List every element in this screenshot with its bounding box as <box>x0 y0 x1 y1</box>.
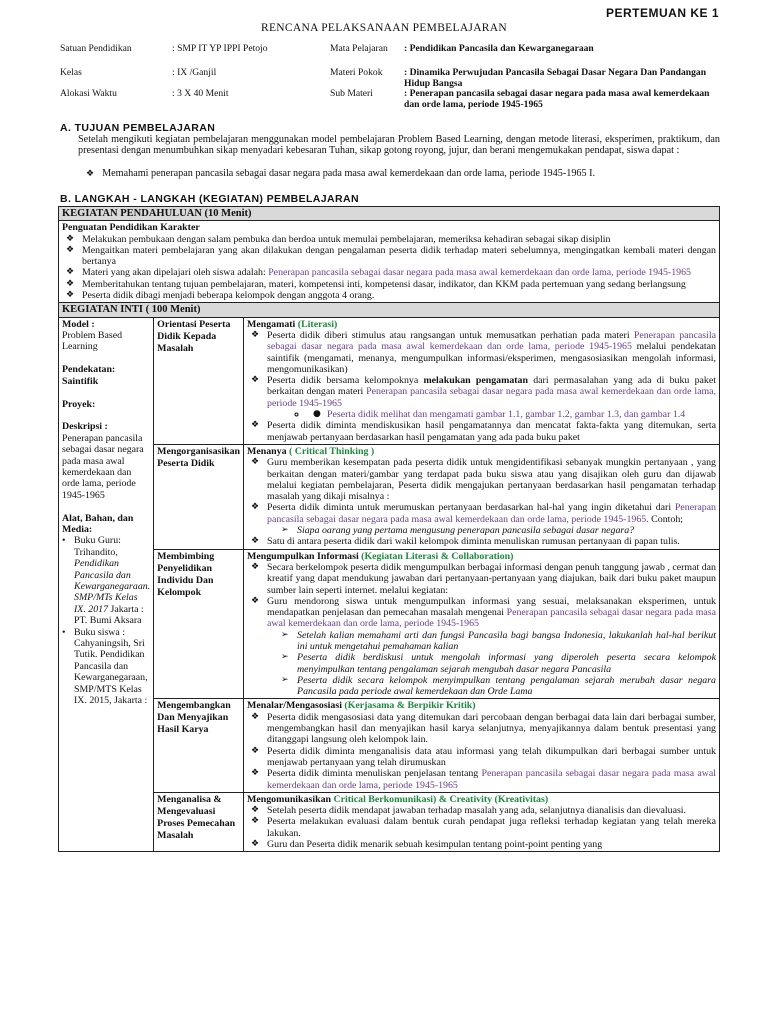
stage-activities <box>244 317 720 444</box>
pendekatan-label: Pendekatan: Saintifik <box>62 364 116 387</box>
activity-title: Menanya <box>247 445 287 457</box>
pendahuluan-sub: Penguatan Pendidikan Karakter <box>62 222 200 234</box>
list-item: ❖ Materi yang akan dipelajari oleh siswa adalah: Penerapan pancasila sebagai dasar negara pada masa awal kemerdekaan dan orde lama, periode 1945-1965 <box>66 267 691 279</box>
diamond-bullet-icon: ❖ <box>251 329 260 340</box>
section-b-heading: B. LANGKAH - LANGKAH (KEGIATAN) PEMBELAJARAN <box>60 193 359 205</box>
meeting-label: PERTEMUAN KE 1 <box>606 6 720 20</box>
list-item: ❖ Guru mendorong siswa untuk mengumpulkan informasi yang sesuai, melaksanakan eksperimen, untuk mendapatkan penjelasan dan pemecahan masalah mengenai Penerapan pancasila sebagai dasar negara pada masa awal kemerdekaan dan orde lama, periode 1945-1965 ➢ Setelah kalian memahami arti dan fungsi Pancasila bagi bangsa Indonesia, lakukanlah hal-hal berikut ini untuk mengetahui pemahaman kalian ➢ Peserta didik berdiskusi untuk mengolah informasi yang diperoleh peserta secara kelompok menyimpulkan tentang pengalaman sejarah mengubah dasar negara Pancasila ➢ Peserta didik secara kelompok menyimpulkan tentang pengalaman sejarah merubah dasar negara Pancasila pada periode awal kemerdekaan dan Orde Lama <box>251 595 716 698</box>
stage-activities <box>244 444 720 549</box>
mapel-value: : Pendidikan Pancasila dan Kewarganegaraan <box>404 43 594 54</box>
list-item: • Buku siswa : Cahyaningsih, Sri Tutik. Pendidikan Pancasila dan Kewarganegaraan, SMP/MTS Kelas IX. 2015, Jakarta : <box>62 626 148 707</box>
mapel-label: Mata Pelajaran <box>330 43 388 54</box>
pendahuluan-band: KEGIATAN PENDAHULUAN (10 Menit) <box>59 207 720 221</box>
diamond-bullet-icon: ❖ <box>66 290 75 301</box>
stage-name: Mengembangkan Dan Menyajikan Hasil Karya <box>154 699 244 792</box>
deskripsi-label: Deskripsi : <box>62 421 108 433</box>
arrow-bullet-icon: ➢ <box>281 629 289 640</box>
model-info-cell <box>59 317 154 852</box>
diamond-bullet-icon: ❖ <box>86 169 95 179</box>
buku-siswa: Buku siswa : Cahyaningsih, Sri Tutik. Pendidikan Pancasila dan Kewarganegaraan, SMP/MTS Kelas IX. 2015, Jakarta : <box>74 626 148 707</box>
alokasi-value: : 3 X 40 Menit <box>172 88 229 99</box>
stage-activities <box>244 549 720 699</box>
arrow-bullet-icon: ➢ <box>281 652 289 663</box>
diamond-bullet-icon: ❖ <box>251 536 260 547</box>
stage-name: Menganalisa & Mengevaluasi Proses Pemecahan Masalah <box>154 792 244 851</box>
kelas-value: : IX /Ganjil <box>172 67 217 78</box>
section-a-heading: A. TUJUAN PEMBELAJARAN <box>60 122 216 134</box>
satuan-label: Satuan Pendidikan <box>60 43 132 54</box>
inti-band: KEGIATAN INTI ( 100 Menit) <box>59 303 720 317</box>
diamond-bullet-icon: ❖ <box>251 839 260 850</box>
list-item: ❖ Melakukan pembukaan dengan salam pembuka dan berdoa untuk memulai pembelajaran, memeriksa kehadiran sebagai sikap disiplin <box>66 233 611 245</box>
arrow-bullet-icon: ➢ <box>281 674 289 685</box>
list-item: ❖ Peserta didik diberi stimulus atau rangsangan untuk memusatkan perhatian pada materi Penerapan pancasila sebagai dasar negara pada masa awal kemerdekaan dan orde lama, periode 1945-1965 melalui pendekatan saintifik (mengamati, menanya, mengumpulkan informasi/eksperimen, mengasosiasikan mengolah informasi, mengomunikasikan) <box>251 329 716 375</box>
materi-value: : Dinamika Perwujudan Pancasila Sebagai Dasar Negara Dan Pandangan Hidup Bangsa <box>404 67 707 89</box>
activity-tag: Critical Berkomunikasi) & Creativity (Kreativitas) <box>333 793 549 805</box>
buku-guru-title: Pendidikan Pancasila dan Kewarganegaraan. SMP/MTs Kelas IX. 2017 <box>74 558 151 615</box>
activity-title: Menalar/Mengasosiasi <box>247 700 342 712</box>
materi-label: Materi Pokok <box>330 67 383 78</box>
stage-name: Mengorganisasikan Peserta Didik <box>154 444 244 549</box>
arrow-bullet-icon: ➢ <box>281 525 289 536</box>
list-item: ❖ Peserta didik diminta mendiskusikan hasil pengamatannya dan mencatat fakta-fakta yang ditemukan, serta menjawab pertanyaan berdasarkan hasil pengamatan yang ada pada buku paket <box>251 420 716 443</box>
sub-materi-label: Sub Materi <box>330 88 373 99</box>
list-item: ❖ Peserta didik bersama kelompoknya melakukan pengamatan dari permasalahan yang ada di buku paket berkaitan dengan materi Penerapan pancasila sebagai dasar negara pada masa awal kemerdekaan dan orde lama, periode 1945-1965 ◦ ● Peserta didik melihat dan mengamati gambar 1.1, gambar 1.2, gambar 1.3, dan gambar 1.4 <box>247 375 716 420</box>
activity-title: Mengamati <box>247 318 296 330</box>
model-label: Model : <box>62 318 95 330</box>
stage-name: Orientasi Peserta Didik Kepada Masalah <box>154 317 244 444</box>
stage-activities <box>244 792 720 851</box>
list-item: ❖ Peserta didik dibagi menjadi beberapa kelompok dengan anggota 4 orang. <box>66 290 375 302</box>
activity-title: Mengumpulkan Informasi <box>247 550 359 562</box>
proyek-label: Proyek: <box>62 398 96 410</box>
stage-name: Membimbing Penyelidikan Individu Dan Kelompok <box>154 549 244 699</box>
diamond-bullet-icon: ❖ <box>66 244 75 255</box>
pendahuluan-list <box>62 234 716 302</box>
diamond-bullet-icon: ❖ <box>251 768 260 779</box>
satuan-value: : SMP IT YP IPPI Petojo <box>172 43 268 54</box>
diamond-bullet-icon: ❖ <box>251 502 260 513</box>
list-item: ❖ Peserta didik diminta menganalisis data atau informasi yang telah dikumpulkan dari berbagai sumber untuk menjawab pertanyaan yang telah dirumuskan <box>251 745 716 768</box>
list-item: ❖ Peserta didik mengasosiasi data yang ditemukan dari percobaan dengan berbagai data lain dari berbagai sumber, mengembangkan hasil dan menyajikan hasil karya selanjutnya, menyajikannya dalam bentuk presentasi yang ditanggapi langsung oleh kelompok lain. <box>251 711 716 746</box>
diamond-bullet-icon: ❖ <box>66 278 75 289</box>
diamond-bullet-icon: ❖ <box>251 816 260 827</box>
diamond-bullet-icon: ❖ <box>251 595 260 606</box>
sub-materi-value: : Penerapan pancasila sebagai dasar negara pada masa awal kemerdekaan dan orde lama, periode 1945-1965 <box>404 88 710 110</box>
diamond-bullet-icon: ❖ <box>66 267 75 278</box>
list-item: ❖ Guru memberikan kesempatan pada peserta didik untuk mengidentifikasi sebanyak mungkin pertanyaan , yang berkaitan dengan materi/gambar yang terdapat pada buku siswa atau yang disajikan oleh guru dan dijawab melalui kegiatan pembelajaran, Peserta didik mengajukan pertanyaan berdasarkan hasil pengamatan terhadap masalah yang dikaji misalnya : <box>251 457 716 503</box>
diamond-bullet-icon: ❖ <box>251 561 260 572</box>
diamond-bullet-icon: ❖ <box>251 805 260 816</box>
list-item: ◦ ● Peserta didik melihat dan mengamati gambar 1.1, gambar 1.2, gambar 1.3, dan gambar 1.4 <box>307 409 716 420</box>
activity-title: Mengomunikasikan <box>247 793 331 805</box>
activity-tag: ( Critical Thinking ) <box>289 445 375 457</box>
dot-bullet-icon: ◦ ● <box>313 409 321 420</box>
alat-label: Alat, Bahan, dan Media: <box>62 512 134 535</box>
activity-tag: (Kegiatan Literasi & Collaboration) <box>361 550 514 562</box>
list-item: ❖ Secara berkelompok peserta didik mengumpulkan berbagai informasi dengan penuh tanggung jawab , cermat dan kreatif yang dapat mendukung jawaban dari pertanyaan-pertanyaan yang diajukan, baik dari buku paket maupun sumber lain seperti internet. melalui kegiatan: <box>251 561 716 596</box>
deskripsi-value: Penerapan pancasila sebagai dasar negara pada masa awal kemerdekaan dan orde lama, periode 1945-1965 <box>62 432 144 501</box>
stage-activities <box>244 699 720 792</box>
kelas-label: Kelas <box>60 67 82 78</box>
alokasi-label: Alokasi Waktu <box>60 88 117 99</box>
list-item: ➢ Siapa oarang yang pertama mengusung penerapan pancasila sebagai dasar negara? <box>281 525 635 537</box>
document-title: RENCANA PELAKSANAAN PEMBELAJARAN <box>260 22 507 34</box>
list-item: ❖ Guru dan Peserta didik menarik sebuah kesimpulan tentang point-point penting yang <box>251 839 603 851</box>
section-a-intro: Setelah mengikuti kegiatan pembelajaran menggunakan model pembelajaran Problem Based Learning, dengan metode literasi, eksperimen, praktikum, dan presentasi dengan menumbuhkan sikap menyadari kebesaran Tuhan, sikap gotong royong, jujur, dan berani mengemukakan pendapat, siswa dapat : <box>78 134 720 157</box>
buku-guru: Buku Guru: Trihandito, <box>74 535 121 558</box>
list-item: ❖ Mengaitkan materi pembelajaran yang akan dilakukan dengan pengalaman peserta didik terhadap materi sebelumnya, mengingatkan kembali materi dengan bertanya <box>66 244 716 268</box>
list-item: ❖ Satu di antara peserta didik dari wakil kelompok diminta menuliskan rumusan pertanyaan di papan tulis. <box>251 536 680 548</box>
list-item: ❖ Peserta melakukan evaluasi dalam bentuk curah pendapat juga refleksi terhadap kegiatan yang telah mereka lakukan. <box>251 816 716 839</box>
list-item: ❖ Memberitahukan tentang tujuan pembelajaran, materi, kompetensi inti, kompetensi dasar, indikator, dan KKM pada pertemuan yang sedang berlangsung <box>66 278 686 290</box>
diamond-bullet-icon: ❖ <box>251 711 260 722</box>
activity-tag: (Literasi) <box>297 318 338 330</box>
list-item: • Buku Guru: Trihandito, Pendidikan Pancasila dan Kewarganegaraan. SMP/MTs Kelas IX. 2017 Jakarta : PT. Bumi Aksara <box>62 535 151 627</box>
activities-table <box>58 206 720 852</box>
list-item: ➢ Setelah kalian memahami arti dan fungsi Pancasila bagi bangsa Indonesia, lakukanlah hal-hal berikut ini untuk mengetahui pemahaman kalian <box>281 629 716 652</box>
diamond-bullet-icon: ❖ <box>251 745 260 756</box>
diamond-bullet-icon: ❖ <box>251 375 260 386</box>
list-item: ❖ Peserta didik diminta menuliskan penjelasan tentang Penerapan pancasila sebagai dasar negara pada masa awal kemerdekaan dan orde lama, periode 1945-1965 <box>251 768 716 791</box>
diamond-bullet-icon: ❖ <box>66 233 75 244</box>
activity-tag: (Kerjasama & Berpikir Kritik) <box>344 700 476 712</box>
model-value: Problem Based Learning <box>62 330 123 353</box>
section-a-goal: Memahami penerapan pancasila sebagai dasar negara pada masa awal kemerdekaan dan orde lama, periode 1945-1965 I. <box>102 168 596 179</box>
list-item: ❖ Setelah peserta didik mendapat jawaban terhadap masalah yang ada, selanjutnya dianalisis dan dievaluasi. <box>251 805 687 817</box>
list-item: ❖ Peserta didik diminta untuk merumuskan pertanyaan berdasarkan hal-hal yang ingin diketahui dari Penerapan pancasila sebagai dasar negara pada masa awal kemerdekaan dan orde lama, periode 1945-1965. Contoh; ➢ Siapa oarang yang pertama mengusung penerapan pancasila sebagai dasar negara? <box>251 502 716 537</box>
pendahuluan-cell <box>59 221 720 303</box>
list-item: ➢ Peserta didik secara kelompok menyimpulkan tentang pengalaman sejarah merubah dasar negara Pancasila pada periode awal kemerdekaan dan Orde Lama <box>281 674 716 698</box>
diamond-bullet-icon: ❖ <box>251 457 260 468</box>
section-a-goal-row <box>78 168 720 180</box>
buku-guru-publisher: Jakarta : PT. Bumi Aksara <box>74 603 144 627</box>
diamond-bullet-icon: ❖ <box>251 420 260 431</box>
list-item: ➢ Peserta didik berdiskusi untuk mengolah informasi yang diperoleh peserta secara kelompok menyimpulkan tentang pengalaman sejarah mengubah dasar negara Pancasila <box>281 652 716 675</box>
